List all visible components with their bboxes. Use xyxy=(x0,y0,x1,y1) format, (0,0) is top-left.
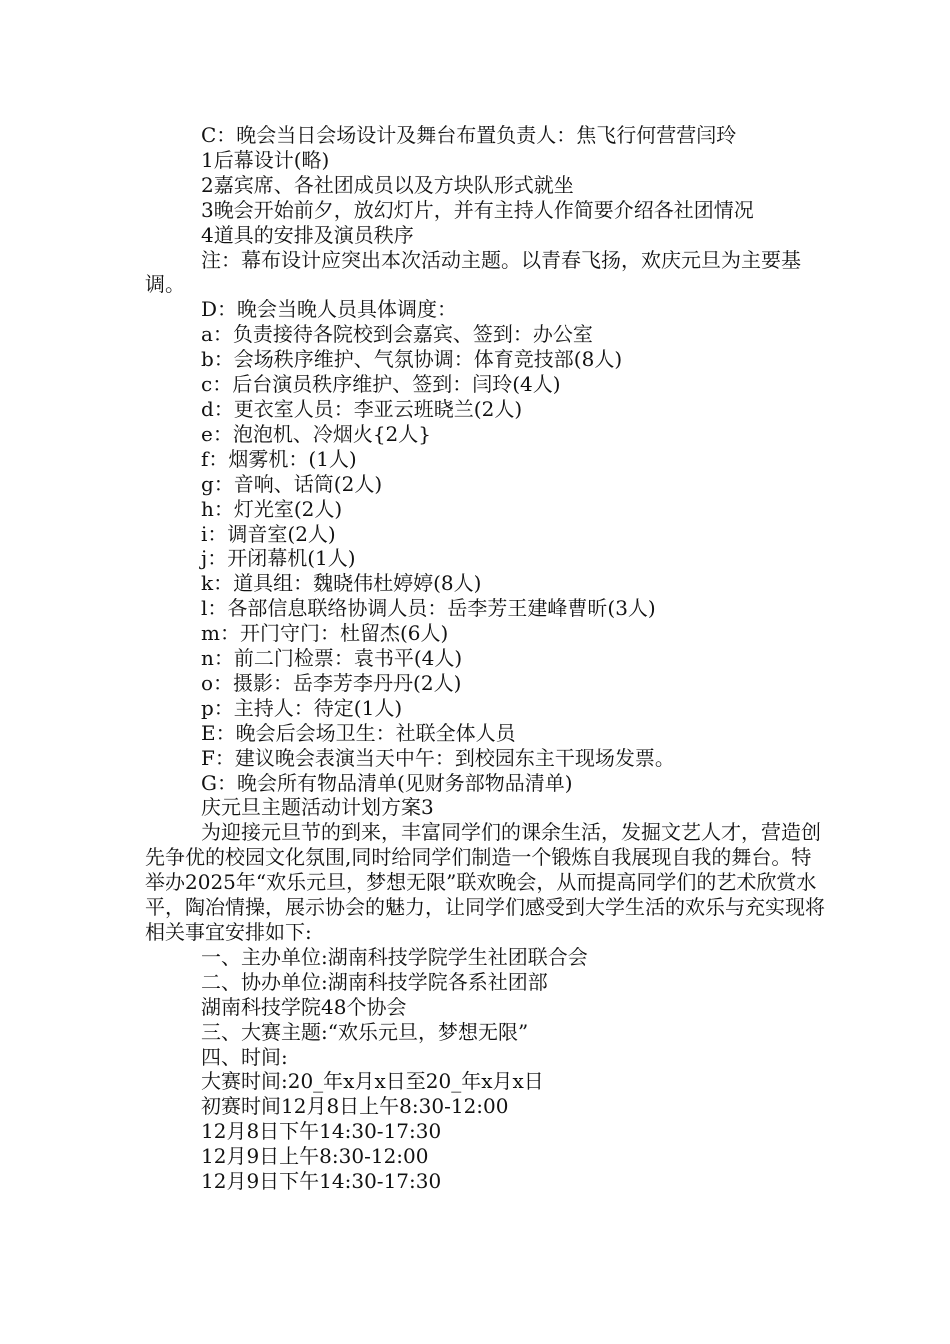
paragraph: i：调音室(2人) xyxy=(201,521,336,546)
paragraph: F：建议晚会表演当天中午：到校园东主干现场发票。 xyxy=(201,745,675,770)
paragraph: m：开门守门：杜留杰(6人) xyxy=(201,621,449,646)
paragraph: g：音响、话筒(2人) xyxy=(201,471,383,496)
paragraph: o：摄影：岳李芳李丹丹(2人) xyxy=(201,670,462,695)
paragraph: 一、主办单位:湖南科技学院学生社团联合会 xyxy=(201,944,588,969)
paragraph: j：开闭幕机(1人) xyxy=(201,546,356,571)
paragraph: 注：幕布设计应突出本次活动主题。以青春飞扬，欢庆元旦为主要基调。 xyxy=(145,247,801,297)
paragraph: h：灯光室(2人) xyxy=(201,496,343,521)
document-body xyxy=(145,123,825,1194)
paragraph: G：晚会所有物品清单(见财务部物品清单) xyxy=(201,770,573,795)
paragraph: p：主持人：待定(1人) xyxy=(201,695,403,720)
paragraph: l：各部信息联络协调人员：岳李芳王建峰曹昕(3人) xyxy=(201,596,656,621)
paragraph: 为迎接元旦节的到来，丰富同学们的课余生活，发掘文艺人才，营造创先争优的校园文化氛围,同时给同学们制造一个锻炼自我展现自我的舞台。特举办2025年“欢乐元旦，梦想无限”联欢晚会，从而提高同学们的艺术欣赏水平，陶冶情操，展示协会的魅力，让同学们感受到大学生活的欢乐与充实现将相关事宜安排如下: xyxy=(145,820,825,944)
paragraph: C：晚会当日会场设计及舞台布置负责人：焦飞行何营营闫玲 xyxy=(201,123,737,147)
paragraph: 12月9日上午8:30-12:00 xyxy=(201,1144,429,1169)
paragraph: 4道具的安排及演员秩序 xyxy=(201,222,414,247)
paragraph: a：负责接待各院校到会嘉宾、签到：办公室 xyxy=(201,322,593,347)
section-heading: 庆元旦主题活动计划方案3 xyxy=(201,795,434,820)
paragraph: 四、时间: xyxy=(201,1044,288,1069)
paragraph: D：晚会当晚人员具体调度： xyxy=(201,297,458,322)
paragraph: e：泡泡机、冷烟火{2人} xyxy=(201,421,432,446)
paragraph: 初赛时间12月8日上午8:30-12:00 xyxy=(201,1094,509,1119)
paragraph: 二、协办单位:湖南科技学院各系社团部 xyxy=(201,969,548,994)
paragraph: f：烟雾机：(1人) xyxy=(201,446,357,471)
paragraph: 三、大赛主题:“欢乐元旦，梦想无限” xyxy=(201,1019,529,1044)
paragraph: c：后台演员秩序维护、签到：闫玲(4人) xyxy=(201,372,561,397)
paragraph: 湖南科技学院48个协会 xyxy=(201,994,407,1019)
paragraph: 12月9日下午14:30-17:30 xyxy=(201,1169,442,1194)
paragraph: 1后幕设计(略) xyxy=(201,147,330,172)
paragraph: 大赛时间:20_年x月x日至20_年x月x日 xyxy=(201,1069,544,1094)
paragraph: n：前二门检票：袁书平(4人) xyxy=(201,646,463,671)
paragraph: k：道具组：魏晓伟杜婷婷(8人) xyxy=(201,571,482,596)
paragraph: 2嘉宾席、各社团成员以及方块队形式就坐 xyxy=(201,172,574,197)
paragraph: b：会场秩序维护、气氛协调：体育竞技部(8人) xyxy=(201,347,623,372)
paragraph: E：晚会后会场卫生：社联全体人员 xyxy=(201,720,516,745)
paragraph: 3晚会开始前夕，放幻灯片，并有主持人作简要介绍各社团情况 xyxy=(201,197,754,222)
paragraph: 12月8日下午14:30-17:30 xyxy=(201,1119,442,1144)
paragraph: d：更衣室人员：李亚云班晓兰(2人) xyxy=(201,396,523,421)
